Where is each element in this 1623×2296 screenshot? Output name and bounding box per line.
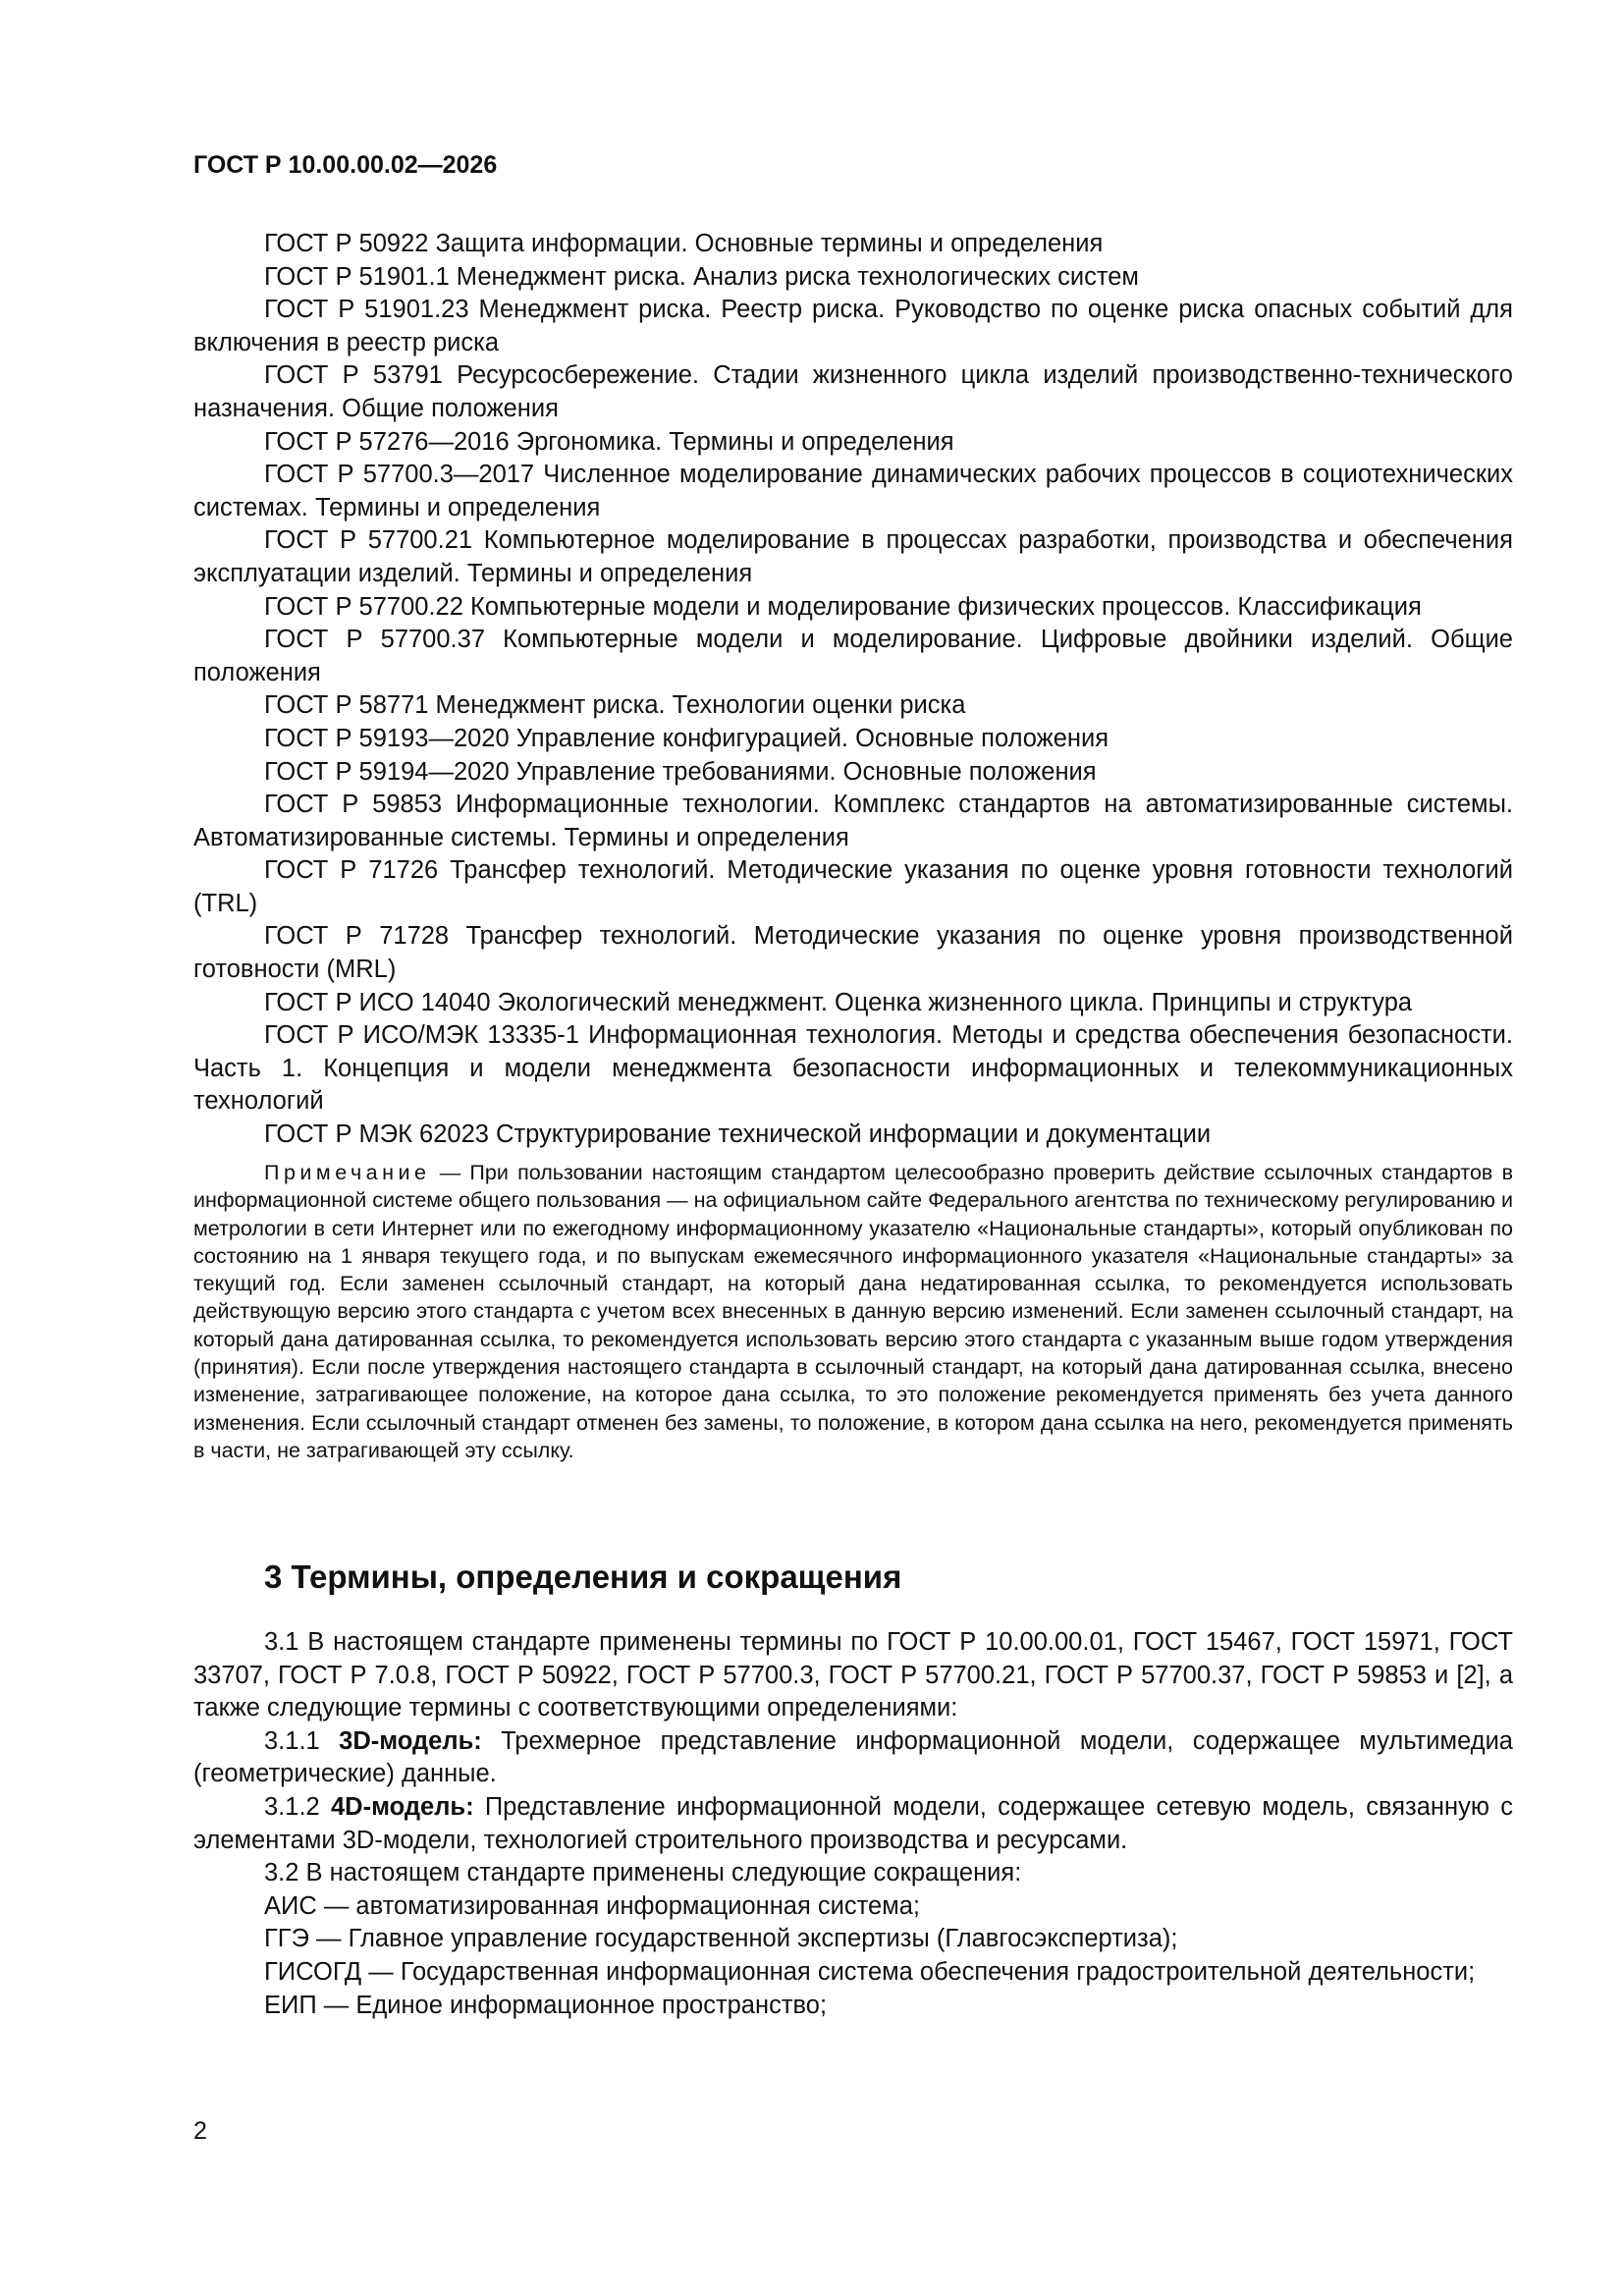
term-4d-model — [193, 1791, 1513, 1857]
term-number: 3.1.1 — [264, 1726, 340, 1755]
note-text: — При пользовании настоящим стандартом целесообразно проверить действие ссылочных стандартов в информационной системе общего пользования — на официальном сайте Федерального агентства по техническому регулированию и метрологии в сети Интернет или по ежегодному информационному указателю «Национальные стандарты», который опубликован по состоянию на 1 января текущего года, и по выпускам ежемесячного информационного указателя «Национальные стандарты» за текущий год. Если заменен ссылочный стандарт, на который дана недатированная ссылка, то рекомендуется использовать действующую версию этого стандарта с учетом всех внесенных в данную версию изменений. Если заменен ссылочный стандарт, на который дана датированная ссылка, то рекомендуется использовать версию этого стандарта с указанным выше годом утверждения (принятия). Если после утверждения настоящего стандарта в ссылочный стандарт, на который дана датированная ссылка, внесено изменение, затрагивающее положение, на которое дана ссылка, то это положение рекомендуется применять без учета данного изменения. Если ссылочный стандарт отменен без замены, то положение, в котором дана ссылка на него, рекомендуется применять в части, не затрагивающей эту ссылку. — [193, 1161, 1513, 1462]
reference-item: ГОСТ Р 58771 Менеджмент риска. Технологии оценки риска — [264, 691, 966, 720]
term-name: 3D-модель: — [339, 1726, 482, 1755]
reference-item: ГОСТ Р 59193—2020 Управление конфигурацией. Основные положения — [264, 724, 1109, 752]
document-code-header: ГОСТ Р 10.00.00.02—2026 — [193, 151, 498, 179]
reference-item: ГОСТ Р ИСО/МЭК 13335-1 Информационная технология. Методы и средства обеспечения безопасности. Часть 1. Концепция и модели менеджмента безопасности информационных и телекоммуникационных технологий — [193, 1021, 1513, 1116]
term-3d-model — [193, 1725, 1513, 1791]
abbreviation-item: ГИСОГД — Государственная информационная система обеспечения градостроительной деятельности; — [264, 1957, 1476, 1986]
reference-item: ГОСТ Р 57700.22 Компьютерные модели и моделирование физических процессов. Классификация — [264, 592, 1422, 621]
clause-3-1: 3.1 В настоящем стандарте применены термины по ГОСТ Р 10.00.00.01, ГОСТ 15467, ГОСТ 15971, ГОСТ 33707, ГОСТ Р 7.0.8, ГОСТ Р 50922, ГОСТ Р 57700.3, ГОСТ Р 57700.21, ГОСТ Р 57700.37, ГОСТ Р 59853 и [2], а также следующие термины с соответствующими определениями: — [193, 1628, 1513, 1722]
reference-item: ГОСТ Р 57700.37 Компьютерные модели и моделирование. Цифровые двойники изделий. Общие положения — [193, 626, 1513, 686]
term-name: 4D-модель: — [330, 1792, 474, 1821]
reference-item: ГОСТ Р 59853 Информационные технологии. Комплекс стандартов на автоматизированные системы. Автоматизированные системы. Термины и определения — [193, 791, 1513, 851]
reference-item: ГОСТ Р МЭК 62023 Структурирование технической информации и документации — [264, 1121, 1212, 1149]
term-definition: Представление информационной модели, содержащее сетевую модель, связанную с элементами 3D-модели, технологией строительного производства и ресурсами. — [193, 1792, 1513, 1854]
term-number: 3.1.2 — [264, 1792, 331, 1821]
reference-item: ГОСТ Р 57700.21 Компьютерное моделирование в процессах разработки, производства и обеспечения эксплуатации изделий. Термины и определения — [193, 526, 1513, 587]
terms-section-body — [193, 1626, 1513, 2022]
clause-3-2: 3.2 В настоящем стандарте применены следующие сокращения: — [264, 1859, 1022, 1887]
reference-item: ГОСТ Р 51901.1 Менеджмент риска. Анализ риска технологических систем — [264, 262, 1139, 291]
reference-item: ГОСТ Р ИСО 14040 Экологический менеджмент. Оценка жизненного цикла. Принципы и структура — [264, 988, 1413, 1016]
reference-item: ГОСТ Р 50922 Защита информации. Основные термины и определения — [264, 230, 1104, 257]
page-number: 2 — [193, 2117, 207, 2145]
reference-item: ГОСТ Р 51901.23 Менеджмент риска. Реестр риска. Руководство по оценке риска опасных событий для включения в реестр риска — [193, 296, 1513, 356]
section-3-heading: 3 Термины, определения и сокращения — [264, 1558, 902, 1595]
reference-item: ГОСТ Р 59194—2020 Управление требованиями. Основные положения — [264, 757, 1097, 786]
reference-item: ГОСТ Р 53791 Ресурсосбережение. Стадии жизненного цикла изделий производственно-технического назначения. Общие положения — [193, 361, 1513, 422]
abbreviation-item: ГГЭ — Главное управление государственной экспертизы (Главгосэкспертиза); — [264, 1925, 1178, 1953]
abbreviation-item: АИС — автоматизированная информационная система; — [264, 1891, 920, 1920]
reference-item: ГОСТ Р 71726 Трансфер технологий. Методические указания по оценке уровня готовности технологий (TRL) — [193, 856, 1513, 917]
note-label: Примечание — [264, 1161, 431, 1184]
reference-item: ГОСТ Р 57700.3—2017 Численное моделирование динамических рабочих процессов в социотехнических системах. Термины и определения — [193, 461, 1513, 521]
reference-item: ГОСТ Р 57276—2016 Эргономика. Термины и определения — [264, 427, 954, 456]
reference-item: ГОСТ Р 71728 Трансфер технологий. Методические указания по оценке уровня производственной готовности (MRL) — [193, 922, 1513, 984]
normative-references-list — [193, 228, 1513, 1152]
abbreviation-item: ЕИП — Единое информационное пространство; — [264, 1991, 828, 2019]
note-paragraph — [193, 1159, 1513, 1464]
term-definition: Трехмерное представление информационной модели, содержащее мультимедиа (геометрические) данные. — [193, 1726, 1513, 1788]
